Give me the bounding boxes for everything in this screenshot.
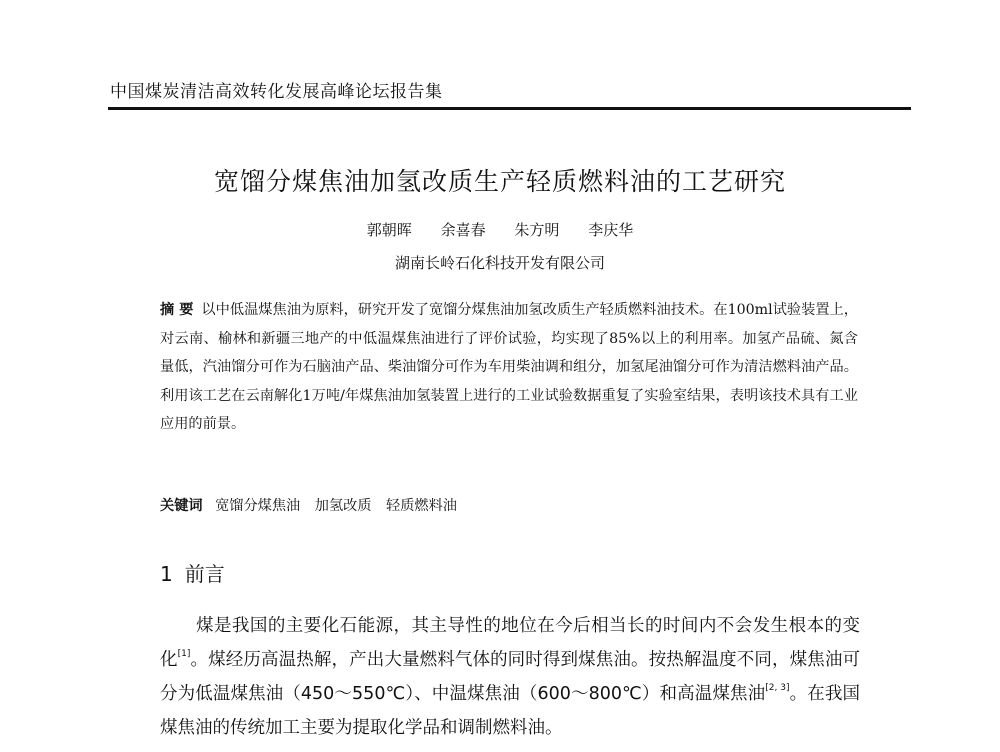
keyword: 宽馏分煤焦油 xyxy=(215,498,301,514)
citation: [1] xyxy=(177,649,191,659)
author-name: 郭朝晖 xyxy=(366,221,412,239)
keyword: 轻质燃料油 xyxy=(386,498,457,514)
section-title: 前言 xyxy=(184,562,225,586)
body-paragraph xyxy=(160,609,860,745)
author-name: 余喜春 xyxy=(440,221,486,239)
body-text-part: 。煤经历高温热解，产出大量燃料气体的同时得到煤焦油。按热解温度不同，煤焦油可分为低温煤焦油（450～550℃）、中温煤焦油（600～800℃）和高温煤焦油 xyxy=(160,650,861,704)
paper-title: 宽馏分煤焦油加氢改质生产轻质燃料油的工艺研究 xyxy=(213,167,786,196)
keywords-label: 关键词 xyxy=(160,498,203,514)
abstract-text: 以中低温煤焦油为原料，研究开发了宽馏分煤焦油加氢改质生产轻质燃料油技术。在100ml试验装置上，对云南、榆林和新疆三地产的中低温煤焦油进行了评价试验，均实现了85%以上的利用率。加氢产品硫、氮含量低，汽油馏分可作为石脑油产品、柴油馏分可作为车用柴油调和组分，加氢尾油馏分可作为清洁燃料油产品。利用该工艺在云南解化1万吨/年煤焦油加氢装置上进行的工业试验数据重复了实验室结果，表明该技术具有工业应用的前景。 xyxy=(160,302,858,433)
keyword: 加氢改质 xyxy=(314,498,372,514)
running-header: 中国煤炭清洁高效转化发展高峰论坛报告集 xyxy=(110,82,443,102)
author-list xyxy=(0,219,1000,240)
author-name: 朱方明 xyxy=(514,221,560,239)
citation: [2, 3] xyxy=(765,683,790,693)
section-heading xyxy=(160,558,225,587)
body-text-part: 煤是我国的主要化石能源，其主导性的地位在今后相当长的时间内不会发生根本的变化 xyxy=(160,616,860,670)
keywords xyxy=(160,495,467,515)
abstract-label: 摘 要 xyxy=(160,302,194,318)
abstract xyxy=(160,296,858,439)
section-number: 1 xyxy=(160,562,173,586)
author-name: 李庆华 xyxy=(588,221,634,239)
body-text-part: 。在我国煤焦油的传统加工主要为提取化学品和调制燃料油。 xyxy=(160,684,860,738)
header-rule xyxy=(108,107,911,110)
affiliation: 湖南长岭石化科技开发有限公司 xyxy=(394,254,605,272)
